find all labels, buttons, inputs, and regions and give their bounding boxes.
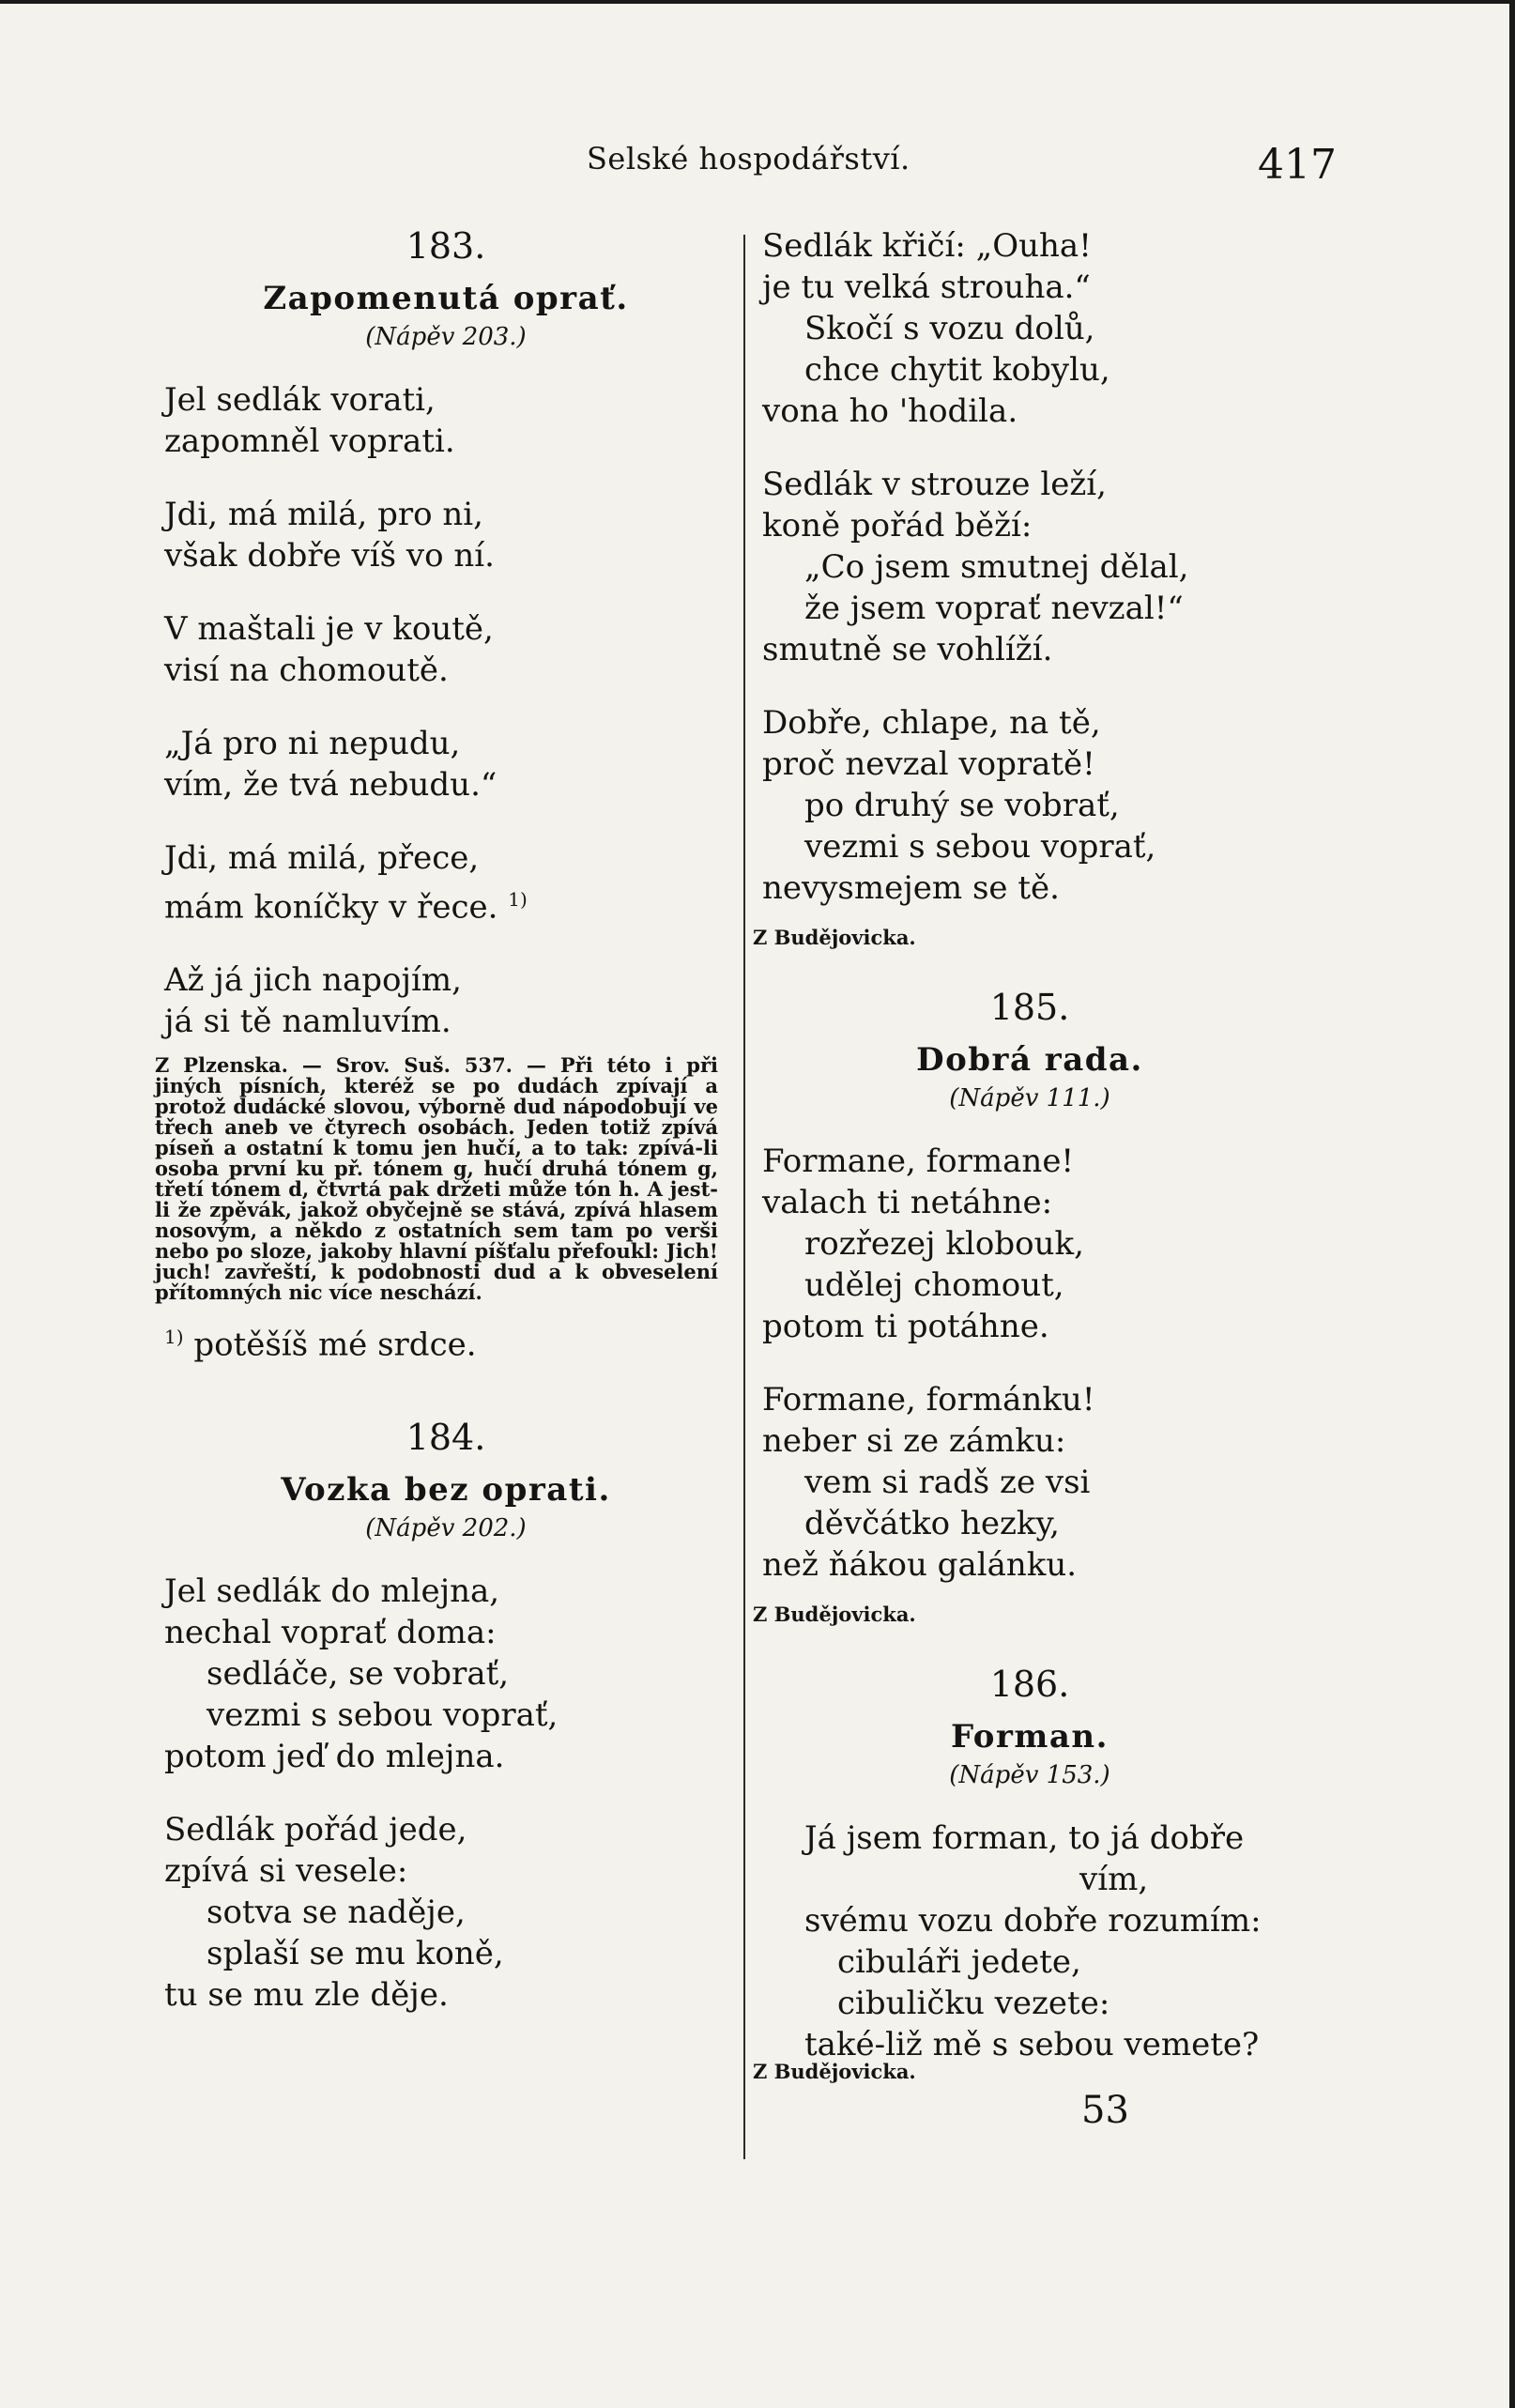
verse-line: Formane, formánku! bbox=[762, 1381, 1095, 1419]
stanza bbox=[164, 494, 727, 576]
verse-line: Jdi, má milá, přece, bbox=[164, 839, 480, 877]
verse-line: smutně se vohlíží. bbox=[762, 631, 1053, 668]
song-184-title: Vozka bez oprati. bbox=[281, 1470, 611, 1509]
verse-line: zapomněl voprati. bbox=[164, 422, 455, 460]
verse-line: také-liž mě s sebou vemete? bbox=[804, 2026, 1260, 2063]
verse-line: valach ti netáhne: bbox=[762, 1184, 1053, 1221]
page-number: 417 bbox=[1258, 141, 1337, 189]
left-column bbox=[155, 225, 727, 2048]
verse-line: je tu velká strouha.“ bbox=[762, 268, 1091, 306]
verse-line: V maštali je v koutě, bbox=[164, 610, 494, 648]
verse-line bbox=[164, 879, 727, 928]
stanza bbox=[762, 1379, 1297, 1586]
verse-line: Jdi, má milá, pro ni, bbox=[164, 496, 483, 533]
verse-line: cibuličku vezete: bbox=[837, 1985, 1110, 2022]
song-184-origin: Z Budějovicka. bbox=[753, 926, 916, 949]
verse-line: Jel sedlák vorati, bbox=[164, 381, 436, 419]
stanza bbox=[762, 702, 1297, 909]
verse-line: zpívá si vesele: bbox=[164, 1851, 408, 1890]
verse-line: po druhý se vobrať, bbox=[804, 787, 1120, 824]
verse-line: vím, že tvá nebudu.“ bbox=[164, 766, 497, 804]
stanza bbox=[762, 1141, 1297, 1347]
verse-line: nevysmejem se tě. bbox=[762, 869, 1060, 907]
song-183-tune: (Nápěv 203.) bbox=[365, 323, 527, 351]
song-186-origin: Z Budějovicka. bbox=[753, 2060, 916, 2083]
footnote-mark: 1) bbox=[164, 1326, 184, 1349]
verse-line: svému vozu dobře rozumím: bbox=[804, 1902, 1262, 1940]
verse-line: já si tě namluvím. bbox=[164, 1003, 451, 1041]
stanza bbox=[164, 1809, 727, 2016]
stanza bbox=[762, 464, 1297, 670]
verse-line: potom jeď do mlejna. bbox=[164, 1737, 505, 1775]
verse-line: nechal voprať doma: bbox=[164, 1613, 497, 1651]
verse-line: cibuláři jedete, bbox=[837, 1943, 1081, 1981]
signature-mark: 53 bbox=[1081, 2089, 1129, 2132]
song-184-number: 184. bbox=[406, 1416, 486, 1458]
stanza bbox=[164, 837, 727, 928]
stanza bbox=[762, 225, 1297, 432]
verse-line: koně pořád běží: bbox=[762, 507, 1033, 544]
right-column bbox=[753, 225, 1297, 2132]
verse-line: vona ho 'hodila. bbox=[762, 392, 1018, 430]
verse-line: však dobře víš vo ní. bbox=[164, 537, 495, 575]
verse-line: že jsem voprať nevzal!“ bbox=[804, 590, 1184, 627]
stanza bbox=[164, 379, 727, 462]
song-185-origin: Z Budějovicka. bbox=[753, 1603, 916, 1626]
footnote bbox=[164, 1326, 727, 1363]
verse-line: vem si radš ze vsi bbox=[804, 1464, 1091, 1501]
verse-line: neber si ze zámku: bbox=[762, 1422, 1066, 1460]
verse-line: děvčátko hezky, bbox=[804, 1505, 1060, 1542]
verse-line: Skočí s vozu dolů, bbox=[804, 310, 1095, 347]
stanza bbox=[164, 608, 727, 691]
verse-text: mám koníčky v řece. bbox=[164, 888, 498, 927]
song-186-title: Forman. bbox=[951, 1718, 1109, 1756]
verse-line: Sedlák v strouze leží, bbox=[762, 466, 1107, 503]
stanza bbox=[164, 1571, 727, 1777]
verse-line: visí na chomoutě. bbox=[164, 652, 449, 689]
song-186-tune: (Nápěv 153.) bbox=[949, 1761, 1110, 1789]
verse-line: tu se mu zle děje. bbox=[164, 1975, 449, 2014]
verse-line: „Co jsem smutnej dělal, bbox=[804, 548, 1189, 586]
verse-line: Dobře, chlape, na tě, bbox=[762, 704, 1101, 742]
verse-line: vím, bbox=[1079, 1861, 1149, 1898]
verse-line: vezmi s sebou voprať, bbox=[804, 828, 1156, 866]
song-183-number: 183. bbox=[406, 225, 486, 267]
verse-line: Jel sedlák do mlejna, bbox=[164, 1572, 500, 1610]
verse-line: vezmi s sebou voprať, bbox=[207, 1695, 559, 1734]
footnote-text: potěšíš mé srdce. bbox=[193, 1326, 477, 1364]
song-186-number: 186. bbox=[989, 1664, 1070, 1705]
verse-line: „Já pro ni nepudu, bbox=[164, 725, 461, 762]
column-divider bbox=[743, 235, 745, 2159]
verse-line: Sedlák křičí: „Ouha! bbox=[762, 227, 1092, 265]
song-185-number: 185. bbox=[989, 987, 1070, 1028]
editorial-note: Z Plzenska. — Srov. Suš. 537. — Při této i při jiných písních, kteréž se po dudách zpívají a protož dudácké slovou, výborně dud nápodobují ve třech aneb ve čtyrech osobách. Jeden totiž zpívá píseň a ostatní k tomu jen hučí, a to tak: zpívá-li osoba první ku př. tónem g, hučí druhá tónem g, třetí tónem d, čtvrtá pak držeti může tón h. A jest-li že zpěvák, jakož obyčejně se stává, zpívá hlasem nosovým, a někdo z ostatních sem tam po verši nebo po sloze, jakoby hlavní píšťalu přefoukl: Jich! juch! zavřeští, k podobnosti dud a k obveselení přítomných nic více neschází. bbox=[155, 1053, 718, 1305]
verse-line: potom ti potáhne. bbox=[762, 1308, 1049, 1345]
verse-line: sedláče, se vobrať, bbox=[207, 1654, 510, 1693]
verse-line: sotva se naděje, bbox=[207, 1893, 466, 1931]
verse-line: Formane, formane! bbox=[762, 1143, 1075, 1180]
verse-line: Až já jich napojím, bbox=[164, 961, 462, 1000]
verse-line: Já jsem forman, to já dobře bbox=[804, 1819, 1245, 1857]
stanza bbox=[164, 959, 727, 1042]
song-183-title: Zapomenutá oprať. bbox=[263, 280, 629, 317]
verse-line: udělej chomout, bbox=[804, 1266, 1064, 1304]
song-185-tune: (Nápěv 111.) bbox=[949, 1084, 1110, 1112]
verse-line: než ňákou galánku. bbox=[762, 1546, 1078, 1584]
verse-line: proč nevzal vopratě! bbox=[762, 745, 1095, 783]
verse-line: rozřezej klobouk, bbox=[804, 1225, 1084, 1263]
song-184-tune: (Nápěv 202.) bbox=[365, 1513, 527, 1542]
verse-line: chce chytit kobylu, bbox=[804, 351, 1110, 389]
stanza bbox=[762, 1818, 1297, 2065]
song-185-title: Dobrá rada. bbox=[916, 1041, 1143, 1079]
footnote-ref: 1) bbox=[508, 888, 528, 911]
verse-line: Sedlák pořád jede, bbox=[164, 1810, 467, 1848]
stanza bbox=[164, 723, 727, 805]
verse-line: splaší se mu koně, bbox=[207, 1934, 504, 1972]
running-title: Selské hospodářství. bbox=[587, 141, 911, 176]
